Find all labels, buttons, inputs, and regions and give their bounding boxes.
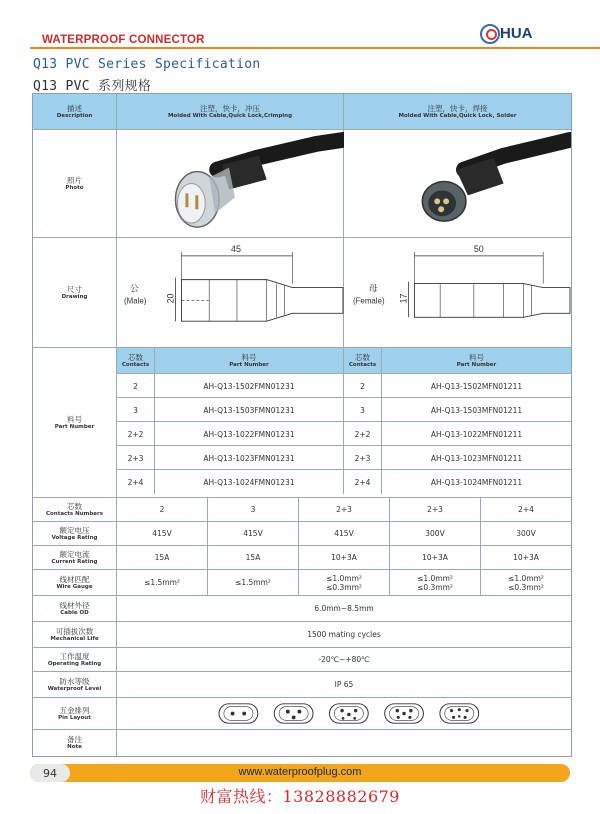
spec-value: 3 (208, 498, 299, 521)
spec-table (32, 93, 572, 757)
page-number: 94 (30, 764, 70, 782)
part-number-block (33, 348, 571, 498)
female-length: 50 (473, 243, 484, 254)
part-number-cell: AH-Q13-1023FMN01231 (155, 446, 344, 470)
spec-value: 10+3A (513, 553, 539, 562)
pin-layout-2-icon (219, 704, 258, 723)
page-title-en: Q13 PVC Series Specification (33, 57, 261, 72)
header-divider (30, 47, 600, 49)
spec-value: 415V (299, 522, 390, 545)
operating-rating-row (33, 648, 571, 672)
spec-value: 10+3A (299, 546, 390, 569)
col-right-header: 注塑，快卡，焊接 Molded With Cable,Quick Lock, Solder (398, 103, 517, 119)
part-number-cell: AH-Q13-1502MFN01211 (430, 381, 523, 391)
contacts-numbers-label: 芯数 Contacts Numbers (33, 498, 117, 521)
category-title: WATERPROOF CONNECTOR (42, 34, 205, 46)
pin-layout-diagrams (117, 698, 571, 729)
spec-value: ≤1.5mm² (208, 570, 299, 595)
wire-gauge-label: 线材匹配 Wire Gauge (33, 570, 117, 595)
note-row (33, 730, 571, 756)
part-number-cell: AH-Q13-1022MFN01211 (430, 429, 523, 439)
contacts-cell: 3 (344, 398, 382, 422)
contacts-numbers-row (33, 498, 571, 522)
note-value (117, 730, 571, 756)
male-cn-label: 公 (129, 283, 139, 294)
waterproof-level-label: 防水等级 Waterproof Level (33, 672, 117, 697)
female-cn-label: 母 (368, 283, 378, 294)
spec-value: ≤1.0mm² ≤0.3mm² (508, 573, 544, 592)
spec-value: 300V (390, 522, 481, 545)
contacts-cell: 2 (117, 374, 155, 398)
col-left-header: 注塑，快卡，冲压 Molded With Cable,Quick Lock,Crimping (117, 94, 344, 129)
part-number-cell: AH-Q13-1503FMN01231 (155, 398, 344, 422)
male-drawing (117, 238, 344, 347)
male-diameter: 20 (165, 293, 176, 304)
contacts-cell: 3 (117, 398, 155, 422)
current-rating-label: 额定电流 Current Rating (33, 546, 117, 569)
part-number-label: 料号 Part Number (33, 348, 117, 497)
pn-head-left: 料号 Part Number (155, 348, 344, 374)
part-number-cell: AH-Q13-1022FMN01231 (155, 422, 344, 446)
cable-od-value: 6.0mm~8.5mm (314, 604, 374, 613)
photo-label: 照片 Photo (33, 130, 117, 237)
waterproof-level-row (33, 672, 571, 698)
current-rating-row (33, 546, 571, 570)
female-photo (344, 130, 571, 237)
spec-value: 2 (117, 498, 208, 521)
pin-layout-row (33, 698, 571, 730)
logo-text: HUA (500, 25, 533, 42)
contacts-cell: 2+2 (344, 422, 382, 446)
spec-value: 2+3 (299, 498, 390, 521)
contacts-cell: 2+2 (117, 422, 155, 446)
operating-rating-value: -20℃~+80℃ (318, 655, 370, 664)
spec-value: 415V (117, 522, 208, 545)
voltage-rating-label: 额定电压 Voltage Rating (33, 522, 117, 545)
mechanical-life-label: 可插拔次数 Mechanical Life (33, 622, 117, 647)
part-row (117, 470, 571, 494)
logo-inner-ring-icon (486, 29, 497, 40)
pin-layout-2plus3-icon (329, 704, 368, 723)
part-row (117, 374, 571, 398)
photo-row (33, 130, 571, 238)
pin-layout-label: 五金排列 Pin Layout (33, 698, 117, 729)
spec-value: 10+3A (390, 546, 481, 569)
drawing-row (33, 238, 571, 348)
waterproof-level-value: IP 65 (334, 680, 354, 689)
contacts-cell: 2 (344, 374, 382, 398)
operating-rating-label: 工作温度 Operating Rating (33, 648, 117, 671)
cable-od-row (33, 596, 571, 622)
mechanical-life-row (33, 622, 571, 648)
brand-logo (480, 24, 558, 46)
part-number-cell: AH-Q13-1503MFN01211 (430, 405, 523, 415)
mechanical-life-value: 1500 mating cycles (307, 630, 381, 639)
spec-value: 415V (208, 522, 299, 545)
part-number-cell: AH-Q13-1024MFN01211 (430, 477, 523, 487)
contacts-cell: 2+3 (117, 446, 155, 470)
contacts-head-right: 芯数 Contacts (344, 348, 382, 374)
footer-bar (30, 764, 570, 782)
spec-value: 15A (117, 546, 208, 569)
website-link[interactable]: www.waterproofplug.com (238, 766, 362, 778)
cable-od-label: 线材外径 Cable OD (33, 596, 117, 621)
spec-value: ≤1.5mm² (117, 570, 208, 595)
pin-layout-3-icon (274, 704, 313, 723)
female-diameter: 17 (398, 293, 409, 304)
contacts-cell: 2+4 (344, 470, 382, 494)
drawing-label: 尺寸 Drawing (33, 238, 117, 347)
part-row (117, 422, 571, 446)
male-length: 45 (230, 243, 241, 254)
part-number-cell: AH-Q13-1024FMN01231 (155, 470, 344, 494)
voltage-rating-row (33, 522, 571, 546)
description-label: 描述 Description (33, 94, 117, 129)
pn-head-right: 料号 Part Number (456, 353, 497, 368)
spec-value: ≤1.0mm² ≤0.3mm² (390, 570, 481, 595)
description-row (33, 94, 571, 130)
spec-value: 2+4 (518, 505, 534, 514)
part-number-cell: AH-Q13-1502FMN01231 (155, 374, 344, 398)
part-row (117, 446, 571, 470)
female-drawing (344, 238, 571, 347)
male-photo (117, 130, 344, 237)
contacts-head-left: 芯数 Contacts (117, 348, 155, 374)
spec-value: 300V (516, 529, 536, 538)
spec-value: ≤1.0mm² ≤0.3mm² (299, 570, 390, 595)
female-en-label: (Female) (352, 296, 385, 306)
pin-layout-2plus3-alt-icon (385, 704, 424, 723)
male-en-label: (Male) (123, 296, 146, 306)
wire-gauge-row (33, 570, 571, 596)
spec-value: 15A (208, 546, 299, 569)
pin-layout-2plus4-icon (440, 704, 479, 723)
contacts-cell: 2+4 (117, 470, 155, 494)
part-number-header (117, 348, 571, 374)
note-label: 备注 Note (33, 730, 117, 756)
page-title-cn: Q13 PVC 系列规格 (33, 79, 152, 94)
part-row (117, 398, 571, 422)
contacts-cell: 2+3 (344, 446, 382, 470)
spec-value: 2+3 (390, 498, 481, 521)
hotline-text: 财富热线：13828882679 (200, 787, 400, 806)
part-number-cell: AH-Q13-1023MFN01211 (430, 453, 523, 463)
